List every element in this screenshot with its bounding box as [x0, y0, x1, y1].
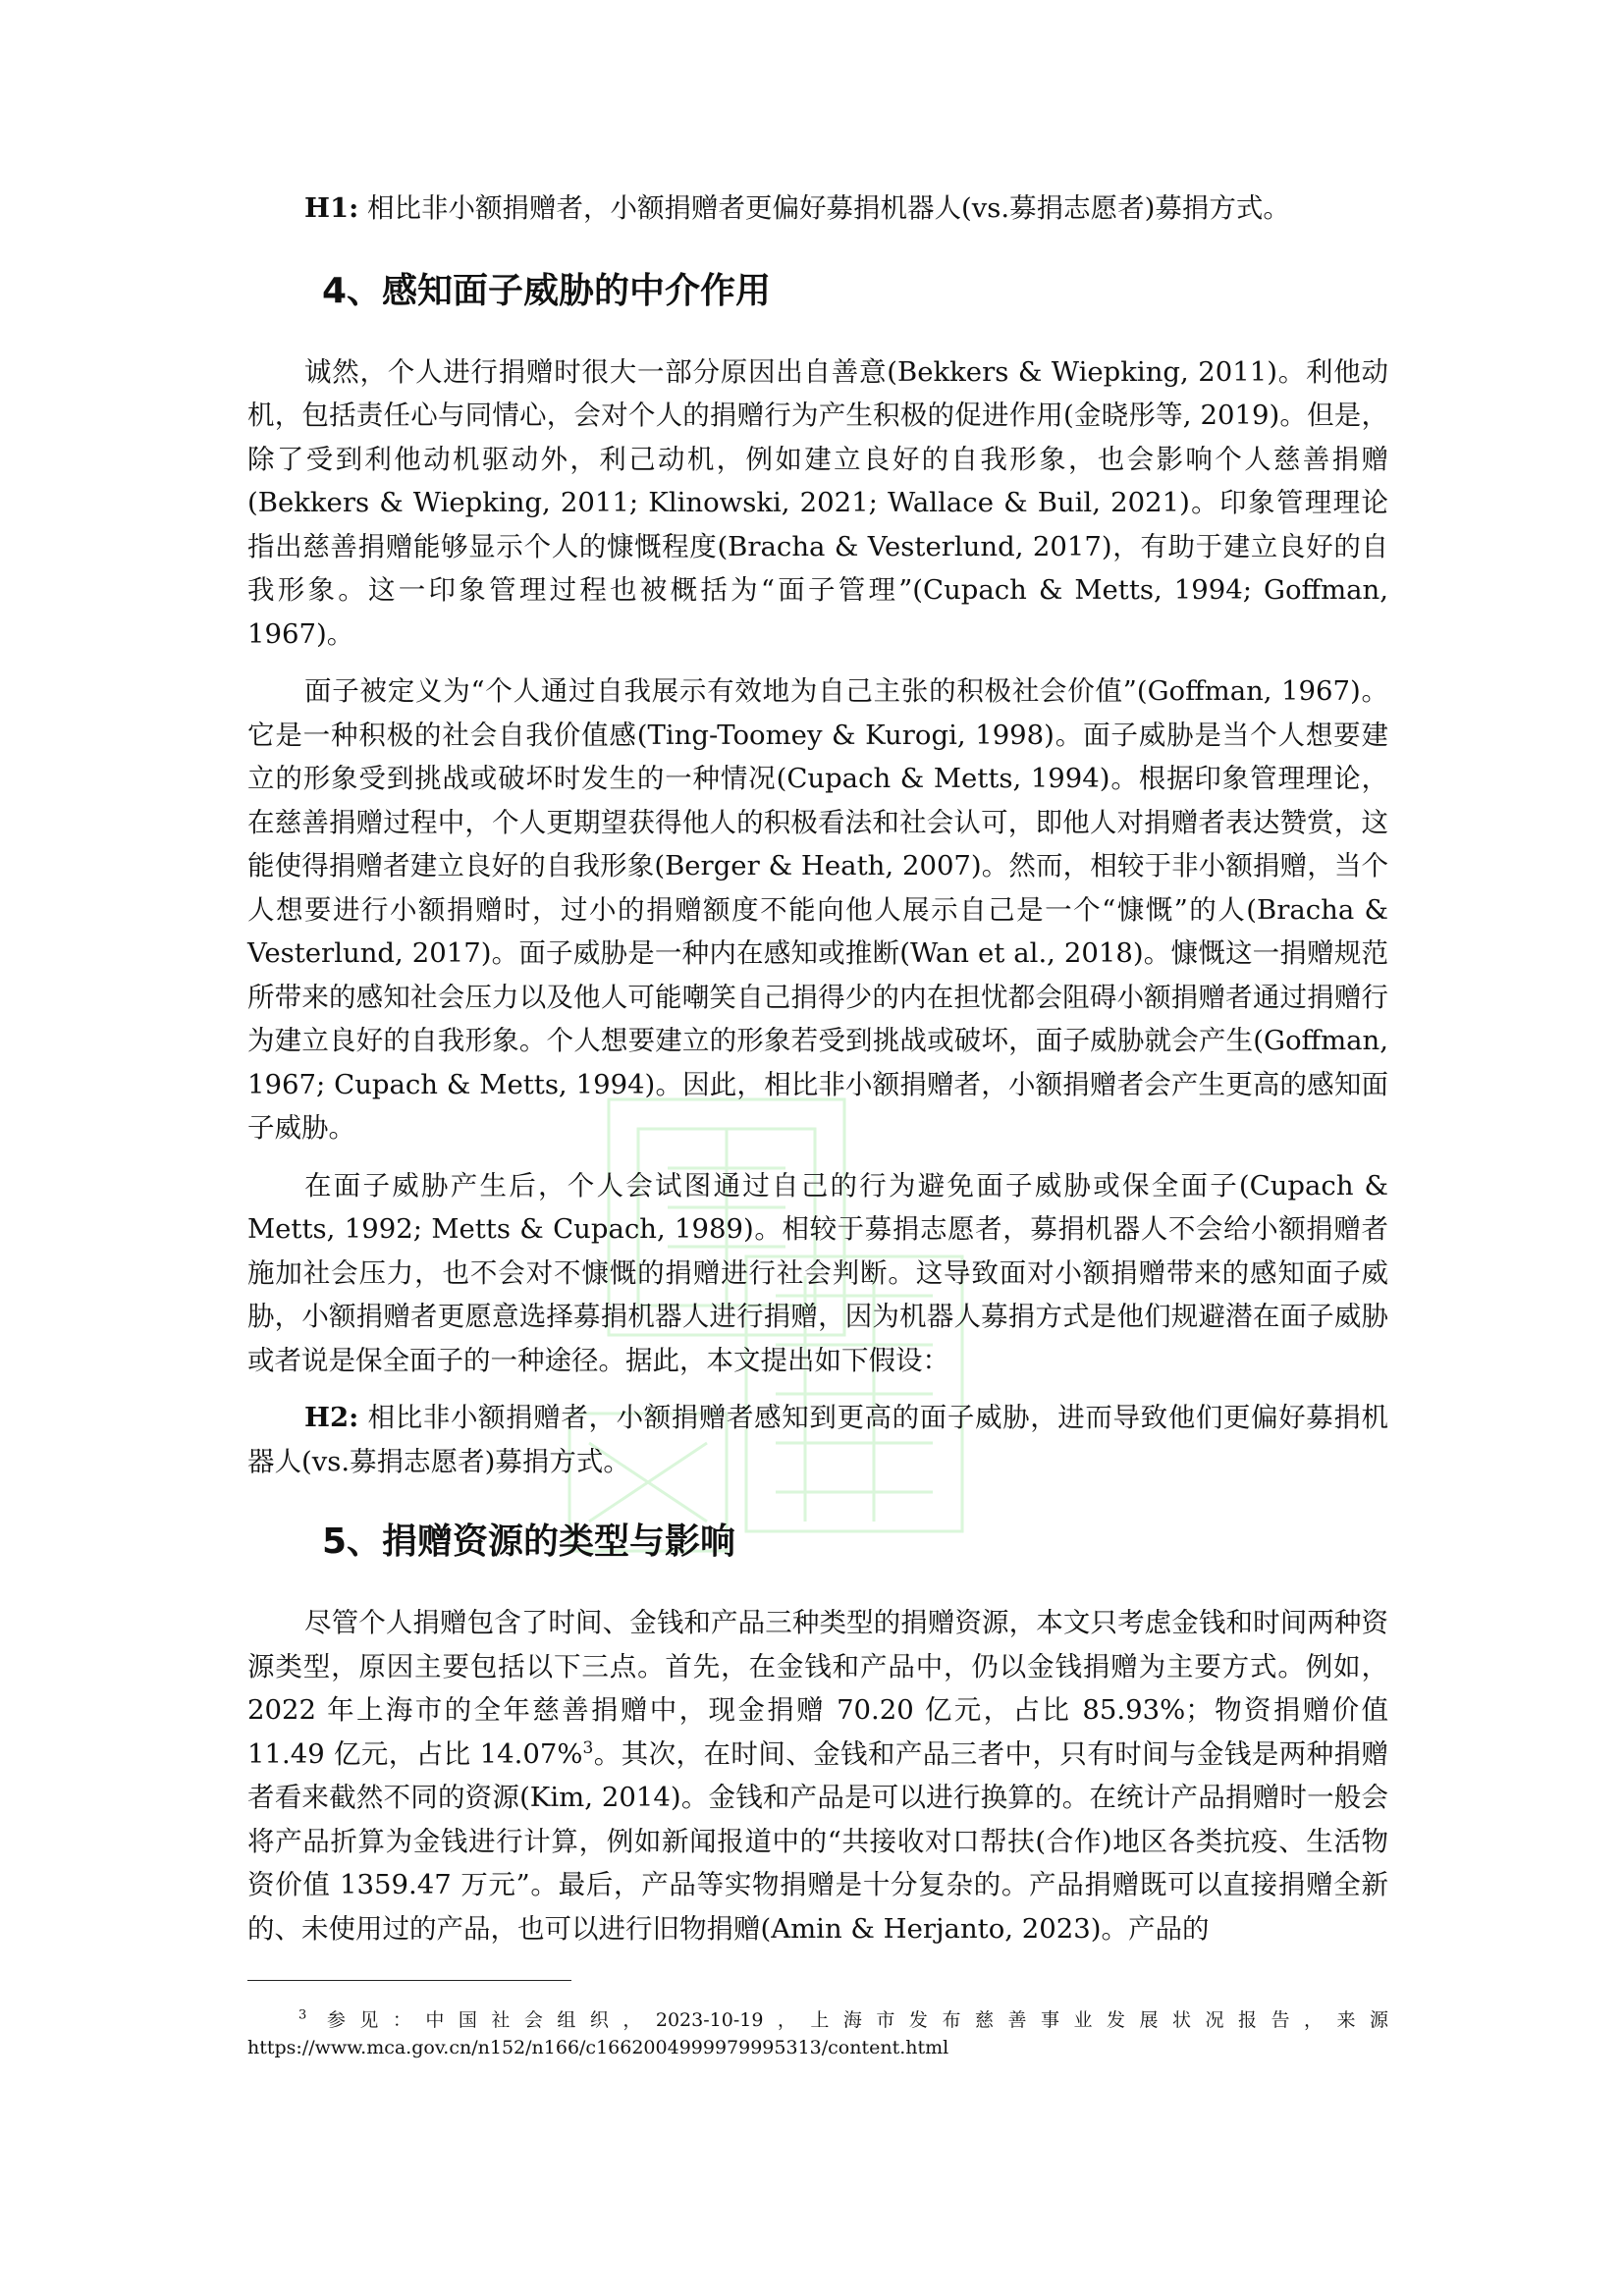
document-page — [247, 187, 1388, 2061]
footnote-text[interactable]: 参见：中国社会组织，2023-10-19，上海市发布慈善事业发展状况报告，来源 https://www.mca.gov.cn/n152/n166/c1662004999979995313/content.html — [247, 2009, 1388, 2058]
section-4-paragraph-3: 在面子威胁产生后，个人会试图通过自己的行为避免面子威胁或保全面子(Cupach & Metts, 1992; Metts & Cupach, 1989)。相较于募捐志愿者，募捐机器人不会给小额捐赠者施加社会压力，也不会对不慷慨的捐赠进行社会判断。这导致面对小额捐赠带来的感知面子威胁，小额捐赠者更愿意选择募捐机器人进行捐赠，因为机器人募捐方式是他们规避潜在面子威胁或者说是保全面子的一种途径。据此，本文提出如下假设： — [247, 1169, 1388, 1376]
section-5-heading: 5、捐赠资源的类型与影响 — [322, 1522, 736, 1562]
footnote-reference[interactable]: 3 — [582, 1737, 594, 1758]
footnote-divider — [247, 1980, 571, 1981]
section-4-heading: 4、感知面子威胁的中介作用 — [322, 270, 772, 311]
section-4-paragraph-2: 面子被定义为“个人通过自我展示有效地为自己主张的积极社会价值”(Goffman, 1967)。它是一种积极的社会自我价值感(Ting-Toomey & Kurogi, 1998)。面子威胁是当个人想要建立的形象受到挑战或破坏时发生的一种情况(Cupach & Metts, 1994)。根据印象管理理论，在慈善捐赠过程中，个人更期望获得他人的积极看法和社会认可，即他人对捐赠者表达赞赏，这能使得捐赠者建立良好的自我形象(Berger & Heath, 2007)。然而，相较于非小额捐赠，当个人想要进行小额捐赠时，过小的捐赠额度不能向他人展示自己是一个“慷慨”的人(Bracha & Vesterlund, 2017)。面子威胁是一种内在感知或推断(Wan et al., 2018)。慷慨这一捐赠规范所带来的感知社会压力以及他人可能嘲笑自己捐得少的内在担忧都会阻碍小额捐赠者通过捐赠行为建立良好的自我形象。个人想要建立的形象若受到挑战或破坏，面子威胁就会产生(Goffman, 1967; Cupach & Metts, 1994)。因此，相比非小额捐赠者，小额捐赠者会产生更高的感知面子威胁。 — [247, 675, 1388, 1144]
hypothesis-h2 — [247, 1396, 1388, 1483]
hypothesis-h2-label: H2: — [304, 1402, 359, 1433]
section-4-paragraph-1: 诚然，个人进行捐赠时很大一部分原因出自善意(Bekkers & Wiepking, 2011)。利他动机，包括责任心与同情心，会对个人的捐赠行为产生积极的促进作用(金晓彤等, 2019)。但是，除了受到利他动机驱动外，利己动机，例如建立良好的自我形象，也会影响个人慈善捐赠(Bekkers & Wiepking, 2011; Klinowski, 2021; Wallace & Buil, 2021)。印象管理理论指出慈善捐赠能够显示个人的慷慨程度(Bracha & Vesterlund, 2017)，有助于建立良好的自我形象。这一印象管理过程也被概括为“面子管理”(Cupach & Metts, 1994; Goffman, 1967)。 — [247, 355, 1388, 650]
hypothesis-h1-text: 相比非小额捐赠者，小额捐赠者更偏好募捐机器人(vs.募捐志愿者)募捐方式。 — [358, 192, 1290, 224]
hypothesis-h1-label: H1: — [304, 192, 359, 224]
footnote — [247, 2006, 1388, 2061]
section-5-paragraph-1 — [247, 1601, 1388, 1950]
hypothesis-h1 — [247, 187, 1388, 231]
section-5-text-b: 。其次，在时间、金钱和产品三者中，只有时间与金钱是两种捐赠者看来截然不同的资源(Kim, 2014)。金钱和产品是可以进行换算的。在统计产品捐赠时一般会将产品折算为金钱进行计算，例如新闻报道中的“共接收对口帮扶(合作)地区各类抗疫、生活物资价值 1359.47 万元”。最后，产品等实物捐赠是十分复杂的。产品捐赠既可以直接捐赠全新的、未使用过的产品，也可以进行旧物捐赠(Amin & Herjanto, 2023)。产品的 — [247, 1737, 1388, 1945]
section-5-text-a: 尽管个人捐赠包含了时间、金钱和产品三种类型的捐赠资源，本文只考虑金钱和时间两种资源类型，原因主要包括以下三点。首先，在金钱和产品中，仍以金钱捐赠为主要方式。例如，2022 年上海市的全年慈善捐赠中，现金捐赠 70.20 亿元，占比 85.93%；物资捐赠价值 11.49 亿元，占比 14.07% — [247, 1607, 1388, 1770]
footnote-marker: 3 — [298, 2007, 307, 2023]
hypothesis-h2-text: 相比非小额捐赠者，小额捐赠者感知到更高的面子威胁，进而导致他们更偏好募捐机器人(vs.募捐志愿者)募捐方式。 — [247, 1402, 1388, 1477]
